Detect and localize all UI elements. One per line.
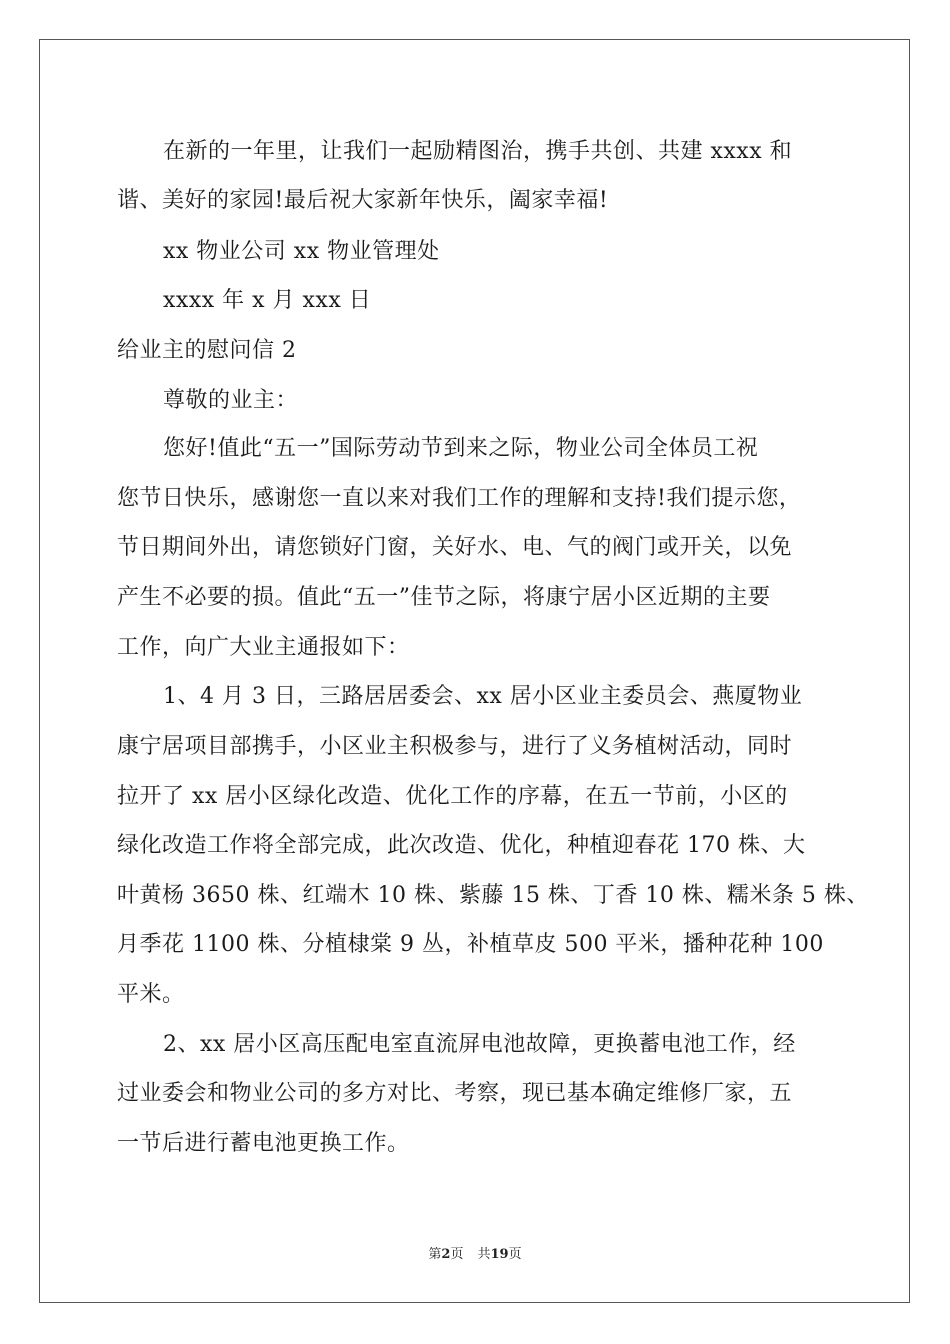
footer-total-prefix: 共 bbox=[477, 1247, 491, 1262]
paragraph-line: 一节后进行蓄电池更换工作。 bbox=[117, 1131, 410, 1156]
paragraph-line: 1、4 月 3 日，三路居居委会、xx 居小区业主委员会、燕厦物业 bbox=[163, 684, 803, 709]
signature-date: xxxx 年 x 月 xxx 日 bbox=[163, 288, 372, 313]
footer-page-unit: 页 bbox=[450, 1247, 464, 1262]
paragraph-line: 叶黄杨 3650 株、红端木 10 株、紫藤 15 株、丁香 10 株、糯米条 5 株、 bbox=[117, 883, 869, 908]
paragraph-line: 平米。 bbox=[117, 982, 185, 1007]
paragraph-line: 拉开了 xx 居小区绿化改造、优化工作的序幕，在五一节前，小区的 bbox=[117, 784, 788, 809]
footer-total-unit: 页 bbox=[508, 1247, 522, 1262]
page-footer bbox=[0, 1247, 950, 1263]
footer-page-current: 2 bbox=[441, 1247, 451, 1262]
paragraph-line: 康宁居项目部携手，小区业主积极参与，进行了义务植树活动，同时 bbox=[117, 734, 793, 759]
paragraph-line: 节日期间外出，请您锁好门窗，关好水、电、气的阀门或开关，以免 bbox=[117, 535, 793, 560]
paragraph-line: 月季花 1100 株、分植棣棠 9 丛，补植草皮 500 平米，播种花种 100 bbox=[117, 932, 824, 957]
paragraph-line: 绿化改造工作将全部完成，此次改造、优化，种植迎春花 170 株、大 bbox=[117, 833, 806, 858]
paragraph-line: 您好!值此“五一”国际劳动节到来之际，物业公司全体员工祝 bbox=[163, 436, 759, 461]
footer-page-total: 19 bbox=[490, 1247, 509, 1262]
paragraph-line: 您节日快乐，感谢您一直以来对我们工作的理解和支持!我们提示您， bbox=[117, 486, 802, 511]
paragraph-line: 工作，向广大业主通报如下： bbox=[117, 635, 410, 660]
paragraph-line: 2、xx 居小区高压配电室直流屏电池故障，更换蓄电池工作，经 bbox=[163, 1032, 796, 1057]
signature-org: xx 物业公司 xx 物业管理处 bbox=[163, 239, 440, 264]
paragraph-line: 谐、美好的家园!最后祝大家新年快乐，阖家幸福! bbox=[117, 188, 609, 213]
salutation: 尊敬的业主： bbox=[163, 388, 299, 413]
page-border bbox=[39, 39, 910, 1303]
paragraph-line: 产生不必要的损。值此“五一”佳节之际，将康宁居小区近期的主要 bbox=[117, 585, 771, 610]
paragraph-line: 在新的一年里，让我们一起励精图治，携手共创、共建 xxxx 和 bbox=[163, 139, 793, 164]
footer-page-prefix: 第 bbox=[428, 1247, 442, 1262]
paragraph-line: 过业委会和物业公司的多方对比、考察，现已基本确定维修厂家，五 bbox=[117, 1081, 793, 1106]
section-title: 给业主的慰问信 2 bbox=[117, 338, 297, 363]
